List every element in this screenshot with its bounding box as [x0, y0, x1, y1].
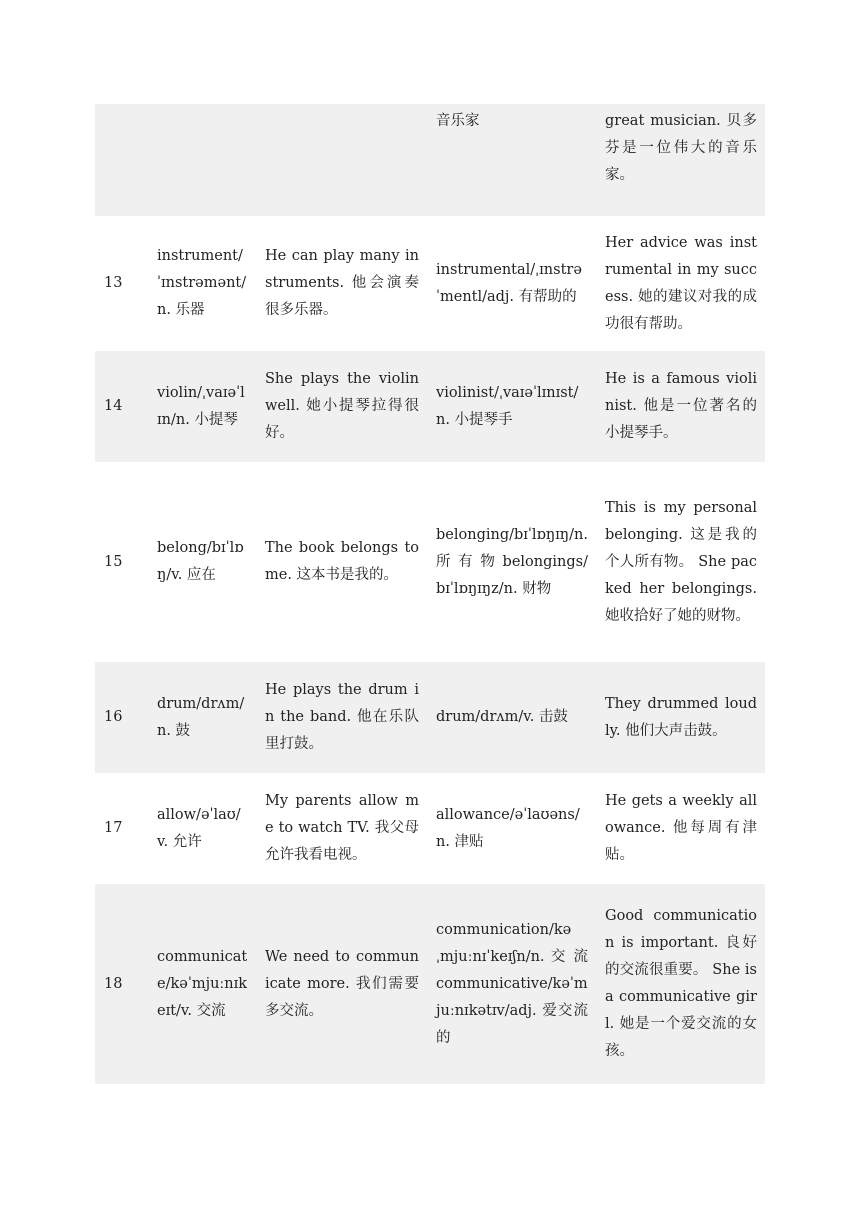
- word-cell: violin/ˌvaɪəˈlɪn/n. 小提琴: [148, 351, 256, 462]
- derivative-cell: belonging/bɪˈlɒŋɪŋ/n. 所 有 物 belongings/bɪˈlɒŋɪŋz/n. 财物: [436, 526, 588, 597]
- derivative-cell: 音乐家: [427, 104, 596, 216]
- derivative-example-cell: Her advice was instrumental in my success. 她的建议对我的成功很有帮助。: [605, 234, 757, 332]
- word-cell: [148, 104, 256, 216]
- word-cell: allow/əˈlaʊ/v. 允许: [157, 806, 241, 850]
- table-row: [95, 884, 765, 1084]
- word-cell: belong/bɪˈlɒŋ/v. 应在: [157, 540, 244, 583]
- derivative-example-cell: This is my personal belonging. 这是我的个人所有物。 She packed her belongings. 她收拾好了她的财物。: [605, 499, 757, 624]
- table-row: [95, 104, 765, 216]
- derivative-cell: drum/drʌm/v. 击鼓: [427, 662, 596, 773]
- table-row: [95, 462, 765, 662]
- table-row: [95, 216, 765, 351]
- derivative-cell: allowance/əˈlaʊəns/n. 津贴: [436, 806, 580, 850]
- vocabulary-table: [95, 104, 765, 1084]
- example-cell: [256, 104, 427, 216]
- example-cell: He can play many instruments. 他会演奏很多乐器。: [265, 248, 419, 318]
- row-number: 17: [104, 820, 123, 836]
- word-cell: instrument/ˈɪnstrəmənt/n. 乐器: [157, 248, 247, 318]
- derivative-example-cell: He gets a weekly allowance. 他每周有津贴。: [605, 793, 757, 863]
- row-number: 13: [104, 275, 123, 291]
- derivative-example-cell: They drummed loudly. 他们大声击鼓。: [596, 662, 765, 773]
- example-cell: We need to communicate more. 我们需要多交流。: [256, 884, 427, 1084]
- row-number: 16: [95, 662, 148, 773]
- example-cell: She plays the violin well. 她小提琴拉得很好。: [256, 351, 427, 462]
- example-cell: He plays the drum in the band. 他在乐队里打鼓。: [256, 662, 427, 773]
- example-cell: My parents allow me to watch TV. 我父母允许我看电视。: [265, 793, 419, 863]
- table-row: [95, 351, 765, 462]
- derivative-example-cell: He is a famous violinist. 他是一位著名的小提琴手。: [596, 351, 765, 462]
- derivative-example-cell: Good communication is important. 良好的交流很重要。 She is a communicative girl. 她是一个爱交流的女孩。: [596, 884, 765, 1084]
- word-cell: drum/drʌm/n. 鼓: [148, 662, 256, 773]
- row-number: [95, 104, 148, 216]
- example-cell: The book belongs to me. 这本书是我的。: [265, 540, 419, 583]
- derivative-cell: instrumental/ˌɪnstrəˈmentl/adj. 有帮助的: [436, 261, 582, 305]
- derivative-cell: communication/kəˌmjuːnɪˈkeɪʃn/n. 交 流 communicative/kəˈmjuːnɪkətɪv/adj. 爱交流的: [427, 884, 596, 1084]
- table-row: [95, 662, 765, 773]
- table-row: [95, 773, 765, 884]
- derivative-cell: violinist/ˌvaɪəˈlɪnɪst/n. 小提琴手: [427, 351, 596, 462]
- row-number: 18: [95, 884, 148, 1084]
- word-cell: communicate/kəˈmjuːnɪkeɪt/v. 交流: [148, 884, 256, 1084]
- row-number: 14: [95, 351, 148, 462]
- derivative-example-cell: great musician. 贝多芬是一位伟大的音乐家。: [596, 104, 765, 216]
- row-number: 15: [104, 553, 123, 570]
